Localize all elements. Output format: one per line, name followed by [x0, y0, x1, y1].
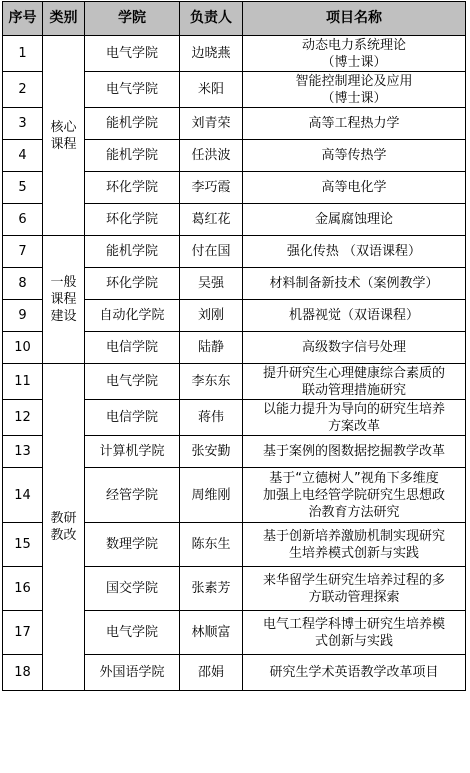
row-num: 2: [3, 72, 43, 108]
college-cell: 电气学院: [85, 364, 180, 400]
row-num: 16: [3, 567, 43, 611]
person-cell: 李巧霞: [180, 172, 243, 204]
college-cell: 能机学院: [85, 108, 180, 140]
project-cell: 电气工程学科博士研究生培养模 式创新与实践: [243, 611, 466, 655]
person-cell: 刘青荣: [180, 108, 243, 140]
person-cell: 付在国: [180, 236, 243, 268]
person-cell: 林顺富: [180, 611, 243, 655]
college-cell: 计算机学院: [85, 436, 180, 468]
person-cell: 米阳: [180, 72, 243, 108]
table-row: [3, 36, 466, 72]
person-cell: 刘刚: [180, 300, 243, 332]
project-cell: 强化传热 （双语课程）: [243, 236, 466, 268]
person-cell: 任洪波: [180, 140, 243, 172]
college-cell: 电气学院: [85, 611, 180, 655]
college-cell: 环化学院: [85, 268, 180, 300]
college-cell: 环化学院: [85, 172, 180, 204]
row-num: 8: [3, 268, 43, 300]
college-cell: 能机学院: [85, 140, 180, 172]
person-cell: 陆静: [180, 332, 243, 364]
college-cell: 自动化学院: [85, 300, 180, 332]
header-project: 项目名称: [243, 2, 466, 36]
person-cell: 蒋伟: [180, 400, 243, 436]
person-cell: 周维刚: [180, 468, 243, 523]
person-cell: 邵娟: [180, 655, 243, 691]
row-num: 12: [3, 400, 43, 436]
project-cell: 提升研究生心理健康综合素质的 联动管理措施研究: [243, 364, 466, 400]
project-cell: 以能力提升为导向的研究生培养 方案改革: [243, 400, 466, 436]
project-cell: 高等电化学: [243, 172, 466, 204]
college-cell: 国交学院: [85, 567, 180, 611]
project-cell: 研究生学术英语教学改革项目: [243, 655, 466, 691]
college-cell: 电气学院: [85, 72, 180, 108]
row-num: 17: [3, 611, 43, 655]
table-header: [3, 2, 466, 36]
row-num: 18: [3, 655, 43, 691]
header-college: 学院: [85, 2, 180, 36]
row-num: 9: [3, 300, 43, 332]
college-cell: 电信学院: [85, 332, 180, 364]
project-table: [2, 1, 466, 691]
row-num: 13: [3, 436, 43, 468]
project-cell: 智能控制理论及应用 （博士课）: [243, 72, 466, 108]
row-num: 6: [3, 204, 43, 236]
project-cell: 高等工程热力学: [243, 108, 466, 140]
table-body: [3, 36, 466, 691]
project-cell: 基于创新培养激励机制实现研究 生培养模式创新与实践: [243, 523, 466, 567]
row-num: 15: [3, 523, 43, 567]
table-row: [3, 364, 466, 400]
person-cell: 张素芳: [180, 567, 243, 611]
header-row: [3, 2, 466, 36]
person-cell: 李东东: [180, 364, 243, 400]
row-num: 11: [3, 364, 43, 400]
college-cell: 外国语学院: [85, 655, 180, 691]
row-num: 4: [3, 140, 43, 172]
row-num: 5: [3, 172, 43, 204]
person-cell: 吴强: [180, 268, 243, 300]
row-num: 10: [3, 332, 43, 364]
project-cell: 材料制备新技术（案例教学）: [243, 268, 466, 300]
college-cell: 环化学院: [85, 204, 180, 236]
header-person: 负责人: [180, 2, 243, 36]
project-cell: 基于案例的图数据挖掘教学改革: [243, 436, 466, 468]
college-cell: 能机学院: [85, 236, 180, 268]
person-cell: 陈东生: [180, 523, 243, 567]
college-cell: 经管学院: [85, 468, 180, 523]
project-cell: 动态电力系统理论 （博士课）: [243, 36, 466, 72]
table-row: [3, 236, 466, 268]
college-cell: 电气学院: [85, 36, 180, 72]
person-cell: 葛红花: [180, 204, 243, 236]
row-num: 14: [3, 468, 43, 523]
project-cell: 高等传热学: [243, 140, 466, 172]
project-cell: 来华留学生研究生培养过程的多 方联动管理探索: [243, 567, 466, 611]
project-cell: 高级数字信号处理: [243, 332, 466, 364]
header-num: 序号: [3, 2, 43, 36]
row-num: 7: [3, 236, 43, 268]
category-cell: 核心 课程: [43, 36, 85, 236]
category-cell: 一般 课程 建设: [43, 236, 85, 364]
category-cell: 教研 教改: [43, 364, 85, 691]
row-num: 1: [3, 36, 43, 72]
college-cell: 电信学院: [85, 400, 180, 436]
project-cell: 基于“立德树人”视角下多维度 加强上电经管学院研究生思想政 治教育方法研究: [243, 468, 466, 523]
person-cell: 边晓燕: [180, 36, 243, 72]
project-cell: 金属腐蚀理论: [243, 204, 466, 236]
row-num: 3: [3, 108, 43, 140]
project-cell: 机器视觉（双语课程）: [243, 300, 466, 332]
header-category: 类别: [43, 2, 85, 36]
college-cell: 数理学院: [85, 523, 180, 567]
person-cell: 张安勤: [180, 436, 243, 468]
